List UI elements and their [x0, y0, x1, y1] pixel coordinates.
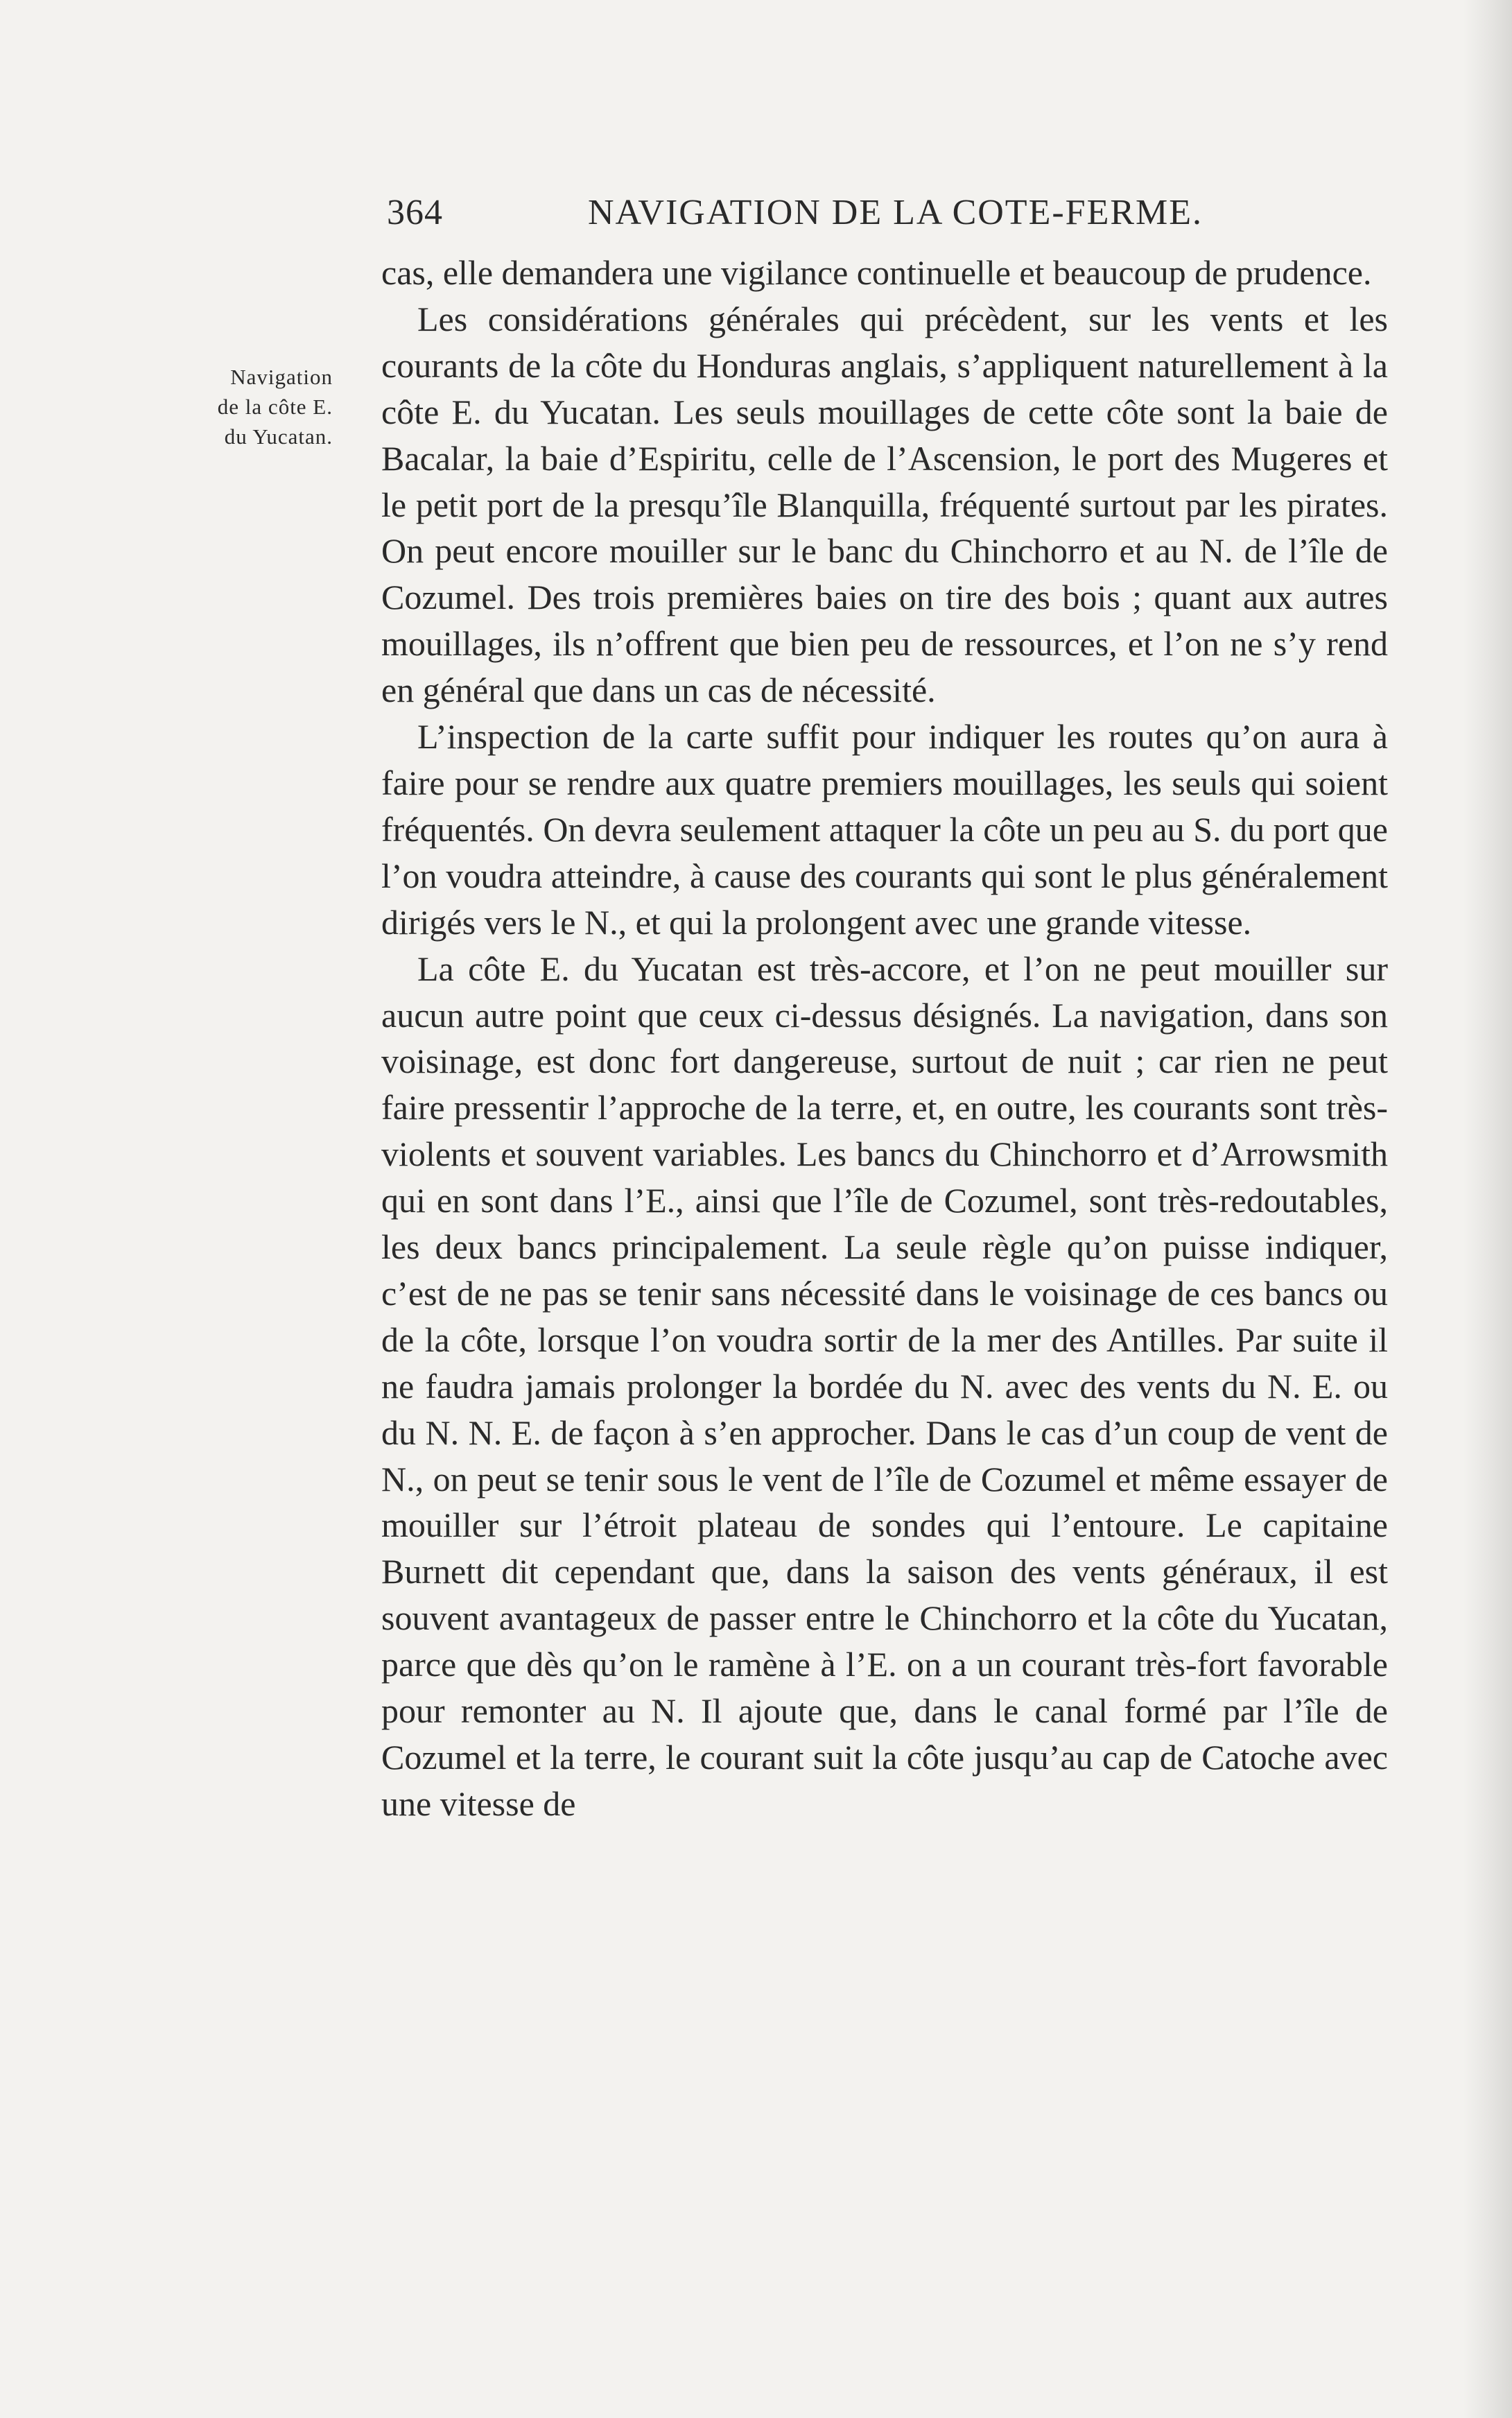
paragraph-continuation: cas, elle demandera une vigilance continuelle et beaucoup de prudence. — [381, 253, 1372, 292]
paragraph: La côte E. du Yucatan est très-accore, et l’on ne peut mouiller sur aucun autre point que ceux ci-dessus désignés. La navigation, dans son voisinage, est donc fort dangereuse, surtout de nuit ; car rien ne peut faire pressentir l’approche de la terre, et, en outre, les courants sont très-violents et souvent variables. Les bancs du Chinchorro et d’Arrowsmith qui en sont dans l’E., ainsi que l’île de Cozumel, sont très-redoutables, les deux bancs principalement. La seule règle qu’on puisse indiquer, c’est de ne pas se tenir sans nécessité dans le voisinage de ces bancs ou de la côte, lorsque l’on voudra sortir de la mer des Antilles. Par suite il ne faudra jamais prolonger la bordée du N. avec des vents du N. E. ou du N. N. E. de façon à s’en approcher. Dans le cas d’un coup de vent de N., on peut se tenir sous le vent de l’île de Cozumel et même essayer de mouiller sur l’étroit plateau de sondes qui l’entoure. Le capitaine Burnett dit cependant que, dans la saison des vents généraux, il est souvent avantageux de passer entre le Chinchorro et la côte du Yucatan, parce que dès qu’on le ramène à l’E. on a un courant très-fort favorable pour remonter au N. Il ajoute que, dans le canal formé par l’île de Cozumel et la terre, le courant suit la côte jusqu’au cap de Catoche avec une vitesse de — [381, 949, 1388, 1823]
margin-note-line: du Yucatan. — [224, 424, 333, 449]
paragraph: Les considérations générales qui précèdent, sur les vents et les courants de la côte du Honduras anglais, s’appliquent naturellement à la côte E. du Yucatan. Les seuls mouillages de cette côte sont la baie de Bacalar, la baie d’Espiritu, celle de l’Ascension, le port des Mugeres et le petit port de la presqu’île Blanquilla, fréquenté surtout par les pirates. On peut encore mouiller sur le banc du Chinchorro et au N. de l’île de Cozumel. Des trois premières baies on tire des bois ; quant aux autres mouillages, ils n’offrent que bien peu de ressources, et l’on ne s’y rend en général que dans un cas de nécessité. — [381, 299, 1388, 710]
running-title: NAVIGATION DE LA COTE-FERME. — [588, 193, 1203, 232]
margin-note — [173, 362, 333, 451]
margin-note-line: Navigation — [230, 365, 333, 389]
margin-note-line: de la côte E. — [217, 395, 333, 419]
page-edge-shadow — [1463, 0, 1512, 2418]
body-text — [381, 250, 1388, 1827]
page-header — [380, 182, 1389, 244]
page-number: 364 — [387, 193, 443, 232]
paragraph: L’inspection de la carte suffit pour indiquer les routes qu’on aura à faire pour se rendre aux quatre premiers mouillages, les seuls qui soient fréquentés. On devra seulement attaquer la côte un peu au S. du port que l’on voudra atteindre, à cause des courants qui sont le plus généralement dirigés vers le N., et qui la prolongent avec une grande vitesse. — [381, 717, 1388, 942]
